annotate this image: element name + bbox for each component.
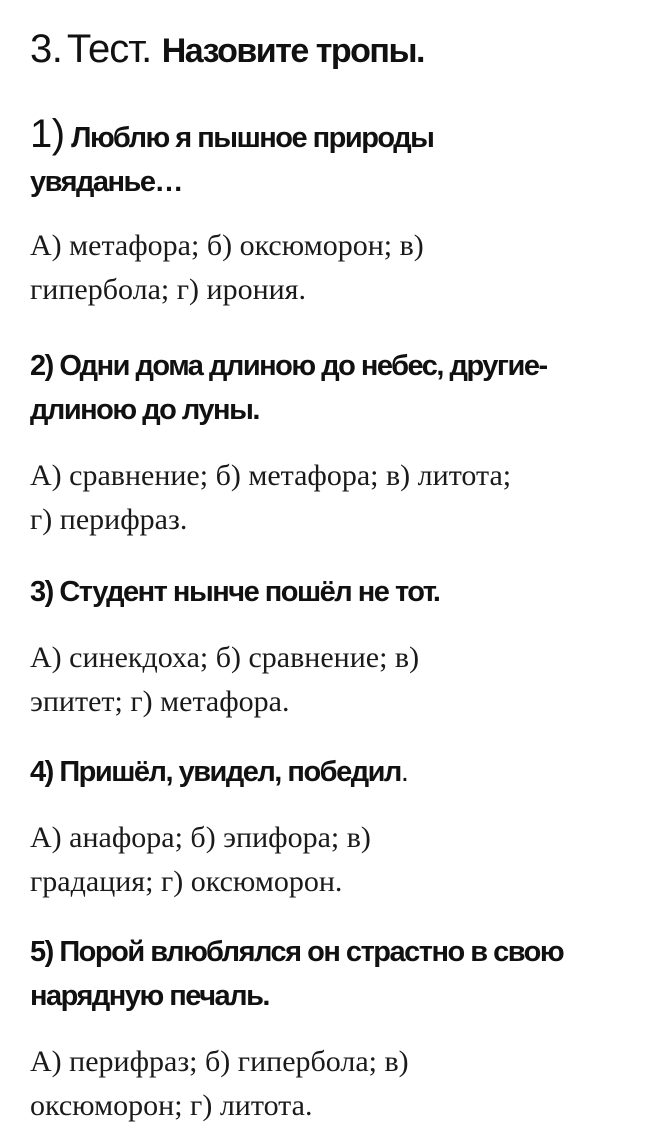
question-trail-4: . (400, 756, 409, 788)
question-block-2 (30, 344, 650, 542)
answer-line-3-1: А) синекдоха; б) сравнение; в) (30, 641, 420, 674)
answer-line-1-1: А) метафора; б) оксюморон; в) (30, 229, 424, 262)
question-line-5-2: нарядную печаль. (30, 980, 269, 1012)
title-word: Тест. (66, 27, 152, 71)
answer-line-1-2: гипербола; г) ирония. (30, 273, 306, 306)
question-line-1-2: увяданье… (30, 166, 183, 198)
answer-line-5-1: А) перифраз; б) гипербола; в) (30, 1045, 409, 1078)
answer-line-4-1: А) анафора; б) эпифора; в) (30, 821, 371, 854)
title-number: 3. (30, 27, 63, 71)
question-block-1 (30, 112, 650, 312)
question-line-4-1: 4) Пришёл, увидел, победил (30, 756, 401, 788)
answer-line-3-2: эпитет; г) метафора. (30, 685, 290, 718)
answer-line-2-1: А) сравнение; б) метафора; в) литота; (30, 459, 512, 492)
answer-line-4-2: градация; г) оксюморон. (30, 865, 343, 898)
question-line-1-1: Люблю я пышное природы (71, 122, 434, 154)
question-line-5-1: 5) Порой влюблялся он страстно в свою (30, 936, 564, 968)
question-block-3 (30, 570, 650, 724)
question-line-2-2: длиною до луны. (30, 394, 259, 426)
question-text-4 (30, 750, 650, 794)
question-text-1 (30, 112, 650, 160)
question-block-5 (30, 930, 650, 1128)
answer-line-2-2: г) перифраз. (30, 503, 188, 536)
question-text-1b (30, 160, 650, 204)
question-line-3-1: 3) Студент нынче пошёл не тот. (30, 576, 440, 608)
question-line-2-1: 2) Одни дома длиною до небес, другие- (30, 350, 547, 382)
answer-line-5-2: оксюморон; г) литота. (30, 1089, 313, 1122)
question-number-1: 1) (30, 112, 65, 156)
page-title (30, 26, 650, 81)
question-block-4 (30, 750, 650, 904)
title-instruction: Назовите тропы. (161, 32, 424, 70)
